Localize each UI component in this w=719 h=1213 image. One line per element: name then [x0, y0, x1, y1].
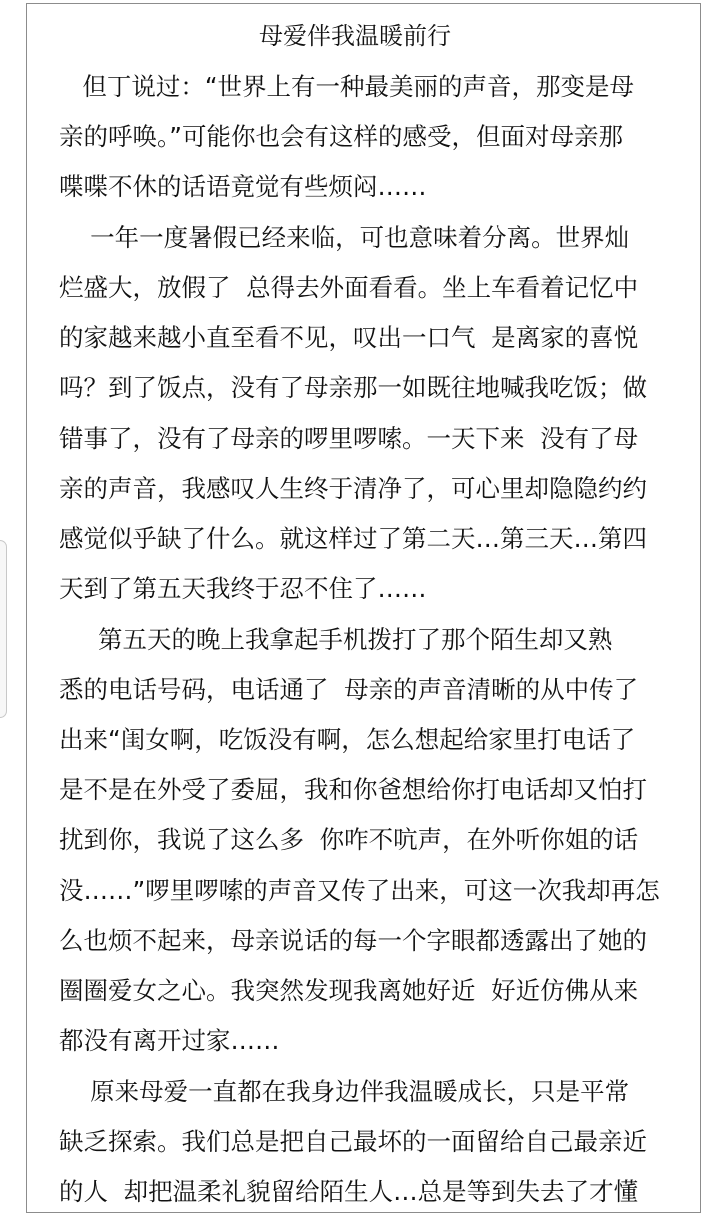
text-line: 但丁说过：“世界上有一种最美丽的声音，那变是母: [59, 72, 635, 101]
text-line: 烂盛大，放假了 总得去外面看看。坐上车看着记忆中: [59, 273, 639, 302]
text-line: 亲的呼唤。”可能你也会有这样的感受，但面对母亲那: [59, 122, 623, 151]
text-line: 的人 却把温柔礼貌留给陌生人…总是等到失去了才懂: [59, 1177, 639, 1206]
text-line: 悉的电话号码，电话通了 母亲的声音清晰的从中传了: [59, 675, 639, 704]
text-line: 错事了，没有了母亲的啰里啰嗦。一天下来 没有了母: [59, 424, 639, 453]
text-line: 没……”啰里啰嗦的声音又传了出来，可这一次我却再怎: [59, 876, 660, 905]
text-line: 吗？到了饭点，没有了母亲那一如既往地喊我吃饭；做: [59, 373, 647, 402]
text-line: 扰到你，我说了这么多 你咋不吭声，在外听你姐的话: [59, 825, 639, 854]
text-line: 喋喋不休的话语竟觉有些烦闷……: [59, 172, 427, 201]
text-line: 么也烦不起来，母亲说话的每一个字眼都透露出了她的: [59, 926, 647, 955]
text-line: 的家越来越小直至看不见，叹出一口气 是离家的喜悦: [59, 323, 639, 352]
text-line: 一年一度暑假已经来临，可也意味着分离。世界灿: [59, 223, 630, 252]
text-line: 都没有离开过家……: [59, 1026, 280, 1055]
text-line: 缺乏探索。我们总是把自己最坏的一面留给自己最亲近: [59, 1127, 647, 1156]
side-edge-handle[interactable]: [0, 540, 7, 718]
text-line: 是不是在外受了委屈，我和你爸想给你打电话却又怕打: [59, 775, 647, 804]
text-line: 原来母爱一直都在我身边伴我温暖成长，只是平常: [59, 1077, 630, 1106]
text-line: 第五天的晚上我拿起手机拨打了那个陌生却又熟: [59, 625, 613, 654]
document-page: [26, 3, 701, 1213]
text-line: 天到了第五天我终于忍不住了……: [59, 574, 427, 603]
text-line: 圈圈爱女之心。我突然发现我离她好近 好近仿佛从来: [59, 976, 639, 1005]
text-line: 出来“闺女啊，吃饭没有啊，怎么想起给家里打电话了: [59, 725, 636, 754]
document-title: 母爱伴我温暖前行: [259, 22, 451, 50]
text-line: 感觉似乎缺了什么。就这样过了第二天…第三天…第四: [59, 524, 647, 553]
text-line: 亲的声音，我感叹人生终于清净了，可心里却隐隐约约: [59, 474, 647, 503]
